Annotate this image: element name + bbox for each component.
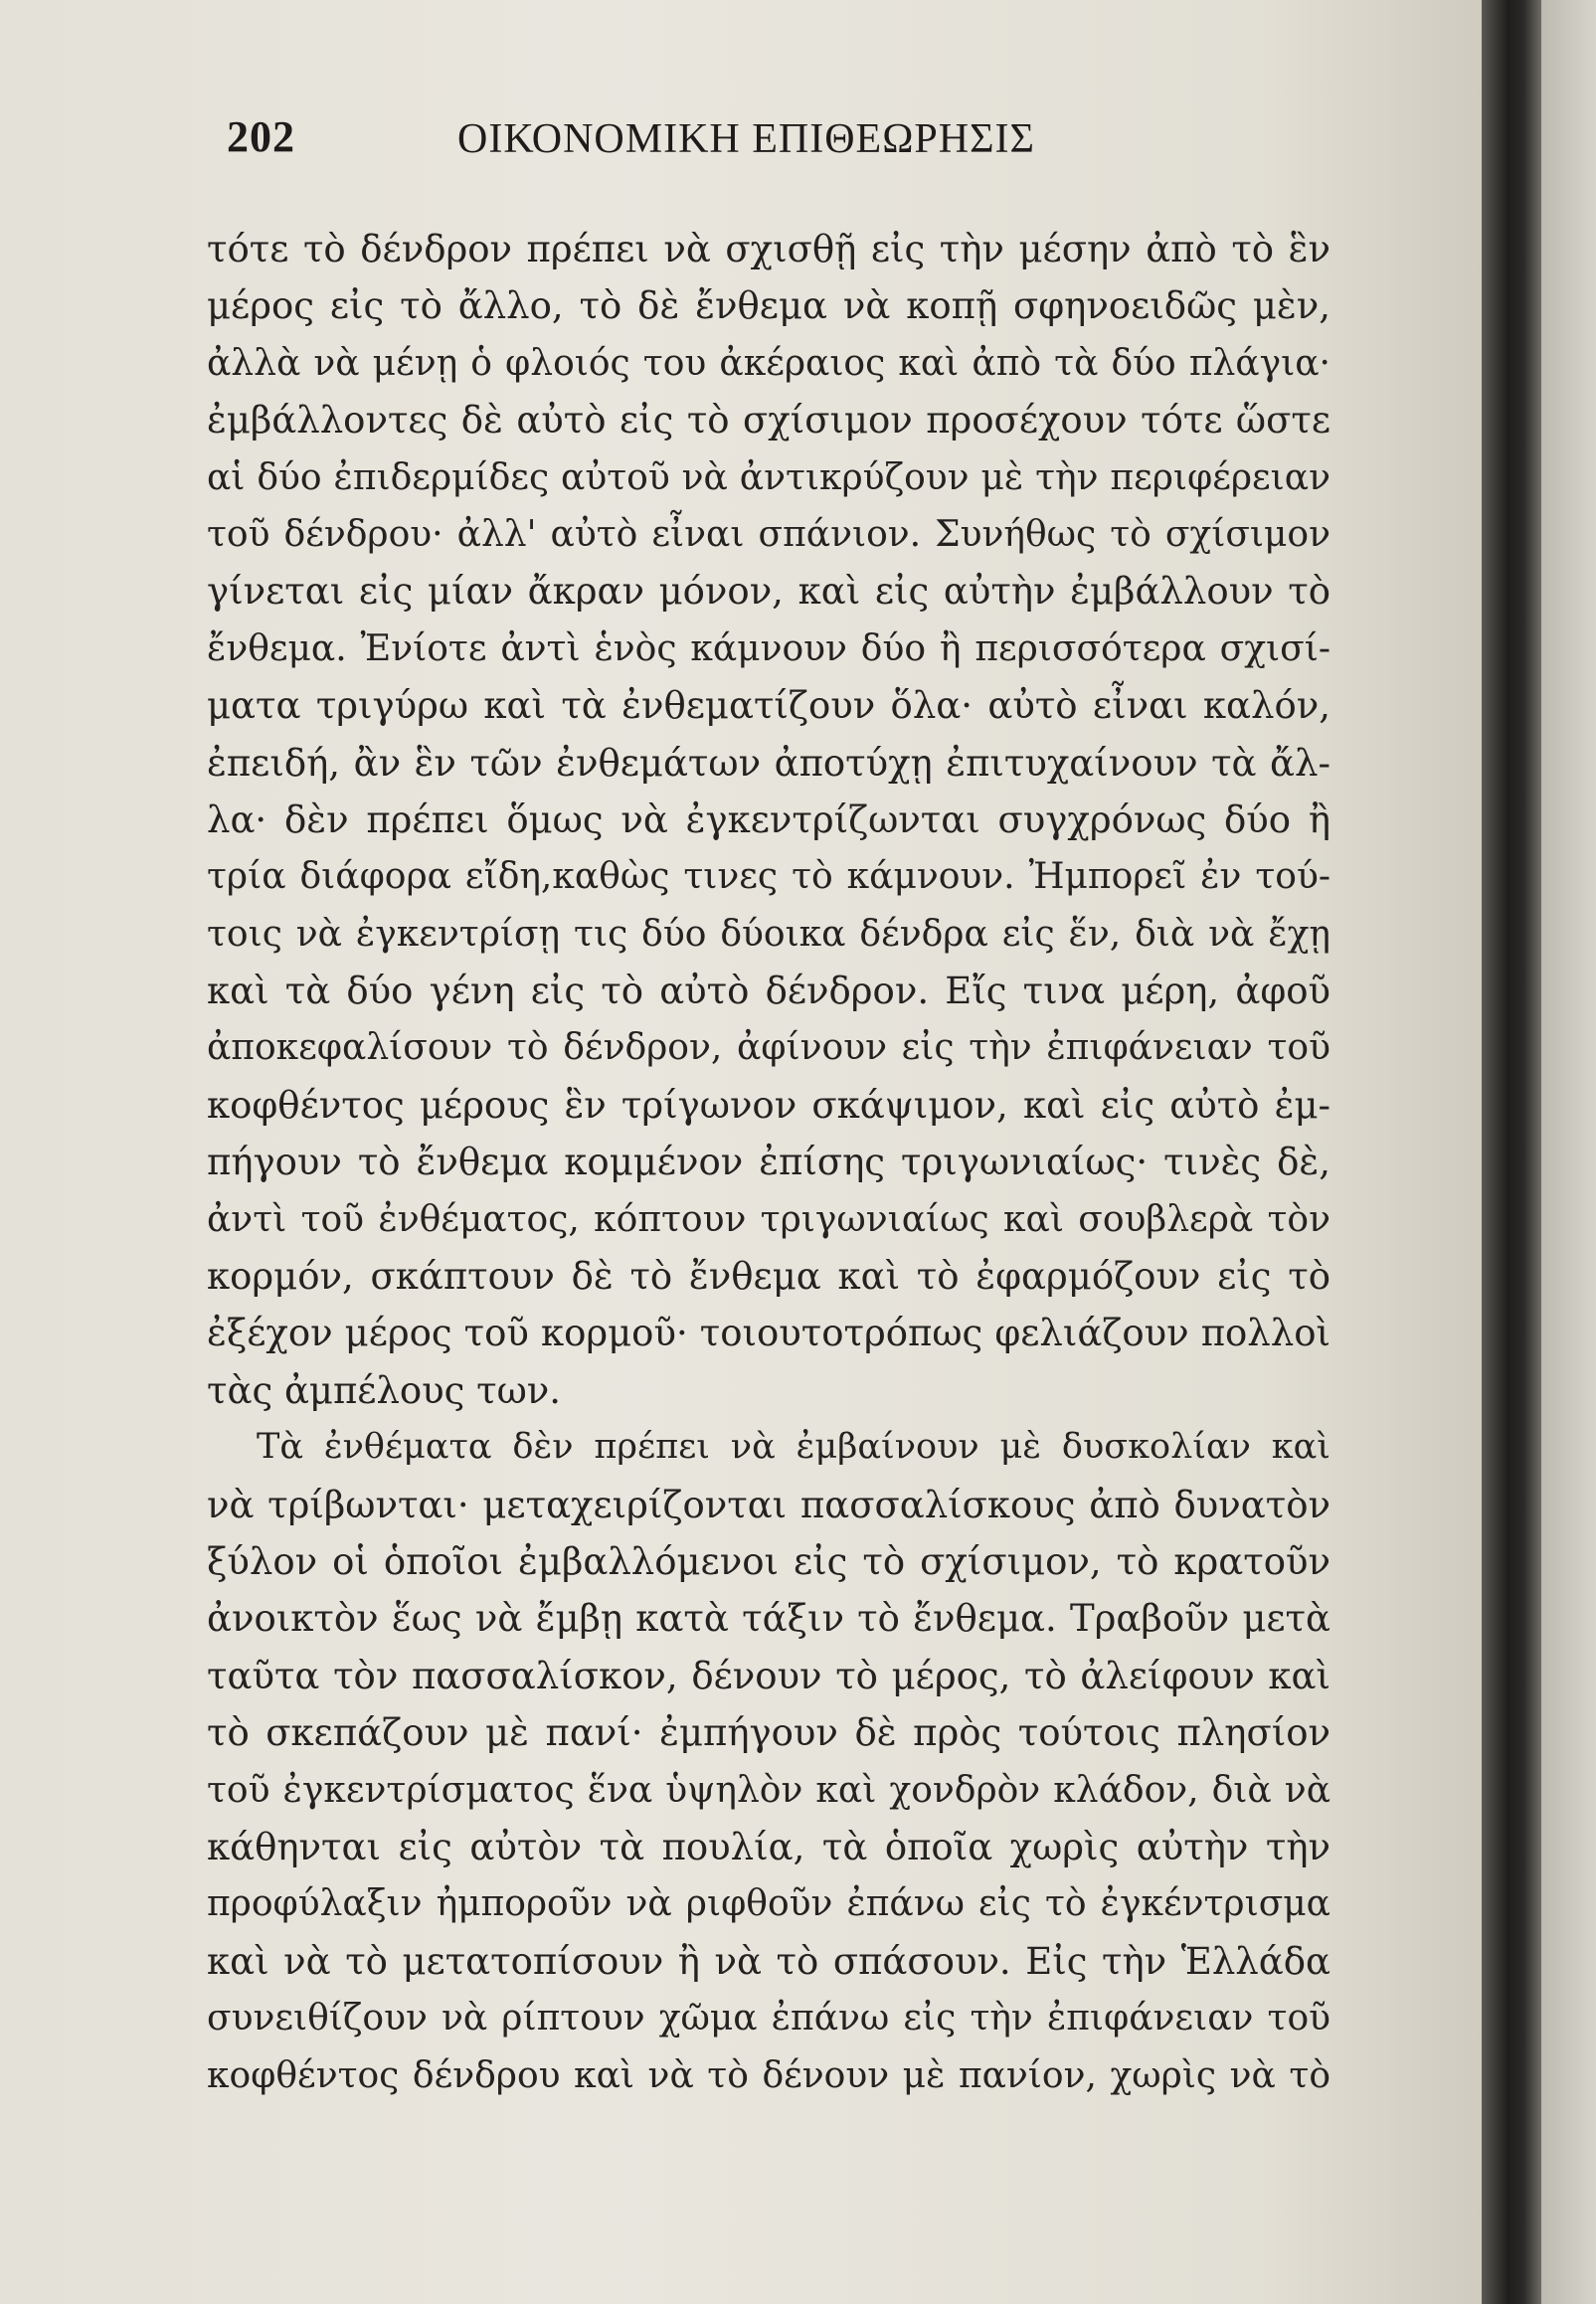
text-line: καὶ νὰ τὸ μετατοπίσουν ἢ νὰ τὸ σπάσουν. Εἰς τὴν Ἑλλάδα — [207, 1939, 1330, 1983]
text-line: πήγουν τὸ ἔνθεμα κομμένον ἐπίσης τριγωνιαίως· τινὲς δὲ, — [207, 1141, 1330, 1184]
text-line: ματα τριγύρω καὶ τὰ ἐνθεματίζουν ὅλα· αὐτὸ εἶναι καλόν, — [207, 684, 1330, 728]
text-line: γίνεται εἰς μίαν ἄκραν μόνον, καὶ εἰς αὐτὴν ἐμβάλλουν τὸ — [207, 570, 1330, 614]
text-line: τὸ σκεπάζουν μὲ πανί· ἐμπήγουν δὲ πρὸς τούτοις πλησίον — [207, 1711, 1330, 1755]
next-page-edge — [1541, 0, 1596, 2304]
page-header — [227, 111, 1321, 171]
text-line: τρία διάφορα εἴδη,καθὼς τινες τὸ κάμνουν. Ἠμπορεῖ ἐν τού- — [207, 856, 1330, 898]
text-line: ξύλον οἱ ὁποῖοι ἐμβαλλόμενοι εἰς τὸ σχίσιμον, τὸ κρατοῦν — [207, 1539, 1330, 1583]
text-line: ἐπειδή, ἂν ἓν τῶν ἐνθεμάτων ἀποτύχῃ ἐπιτυχαίνουν τὰ ἄλ- — [207, 741, 1330, 785]
text-line: καὶ τὰ δύο γένη εἰς τὸ αὐτὸ δένδρον. Εἴς τινα μέρη, ἀφοῦ — [207, 970, 1330, 1013]
text-line: ταῦτα τὸν πασσαλίσκον, δένουν τὸ μέρος, τὸ ἀλείφουν καὶ — [207, 1654, 1330, 1697]
body-text — [207, 221, 1330, 2104]
text-line: ἀποκεφαλίσουν τὸ δένδρον, ἀφίνουν εἰς τὴν ἐπιφάνειαν τοῦ — [207, 1027, 1330, 1069]
paragraph-1 — [207, 221, 1330, 1419]
text-line: τοις νὰ ἐγκεντρίσῃ τις δύο δύοικα δένδρα εἰς ἕν, διὰ νὰ ἔχῃ — [207, 913, 1330, 955]
page-number: 202 — [227, 112, 295, 161]
text-line: νὰ τρίβωνται· μεταχειρίζονται πασσαλίσκους ἀπὸ δυνατὸν — [207, 1483, 1330, 1526]
text-line: τότε τὸ δένδρον πρέπει νὰ σχισθῇ εἰς τὴν μέσην ἀπὸ τὸ ἓν — [207, 228, 1330, 270]
text-line: κορμόν, σκάπτουν δὲ τὸ ἔνθεμα καὶ τὸ ἐφαρμόζουν εἰς τὸ — [207, 1255, 1330, 1299]
text-line: ἀντὶ τοῦ ἐνθέματος, κόπτουν τριγωνιαίως καὶ σουβλερὰ τὸν — [207, 1198, 1330, 1240]
text-line: κοφθέντος δένδρου καὶ νὰ τὸ δένουν μὲ πανίον, χωρὶς νὰ τὸ — [207, 2054, 1330, 2096]
text-line: κοφθέντος μέρους ἓν τρίγωνον σκάψιμον, καὶ εἰς αὐτὸ ἐμ- — [207, 1083, 1330, 1127]
text-line: Τὰ ἐνθέματα δὲν πρέπει νὰ ἐμβαίνουν μὲ δυσκολίαν καὶ — [257, 1427, 1330, 1468]
text-line: μέρος εἰς τὸ ἄλλο, τὸ δὲ ἔνθεμα νὰ κοπῇ σφηνοειδῶς μὲν, — [207, 284, 1330, 328]
text-line: ἔνθεμα. Ἐνίοτε ἀντὶ ἑνὸς κάμνουν δύο ἢ περισσότερα σχισί- — [207, 627, 1330, 669]
text-line: ἐμβάλλοντες δὲ αὐτὸ εἰς τὸ σχίσιμον προσέχουν τότε ὥστε — [207, 399, 1330, 443]
text-line: αἱ δύο ἐπιδερμίδες αὐτοῦ νὰ ἀντικρύζουν μὲ τὴν περιφέρειαν — [207, 456, 1330, 498]
text-line: λα· δὲν πρέπει ὅμως νὰ ἐγκεντρίζωνται συγχρόνως δύο ἢ — [207, 798, 1330, 841]
text-line: ἀλλὰ νὰ μένῃ ὁ φλοιός του ἀκέραιος καὶ ἀπὸ τὰ δύο πλάγια· — [207, 342, 1330, 384]
text-line: προφύλαξιν ἠμποροῦν νὰ ριφθοῦν ἐπάνω εἰς τὸ ἐγκέντρισμα — [207, 1883, 1330, 1925]
text-line: τὰς ἀμπέλους των. — [207, 1368, 562, 1412]
text-line: ἐξέχον μέρος τοῦ κορμοῦ· τοιουτοτρόπως φελιάζουν πολλοὶ — [207, 1312, 1330, 1355]
text-line: κάθηνται εἰς αὐτὸν τὰ πουλία, τὰ ὁποῖα χωρὶς αὐτὴν τὴν — [207, 1825, 1330, 1868]
text-line: τοῦ δένδρου· ἀλλ' αὐτὸ εἶναι σπάνιον. Συνήθως τὸ σχίσιμον — [207, 513, 1330, 555]
text-line: ἀνοικτὸν ἕως νὰ ἔμβῃ κατὰ τάξιν τὸ ἔνθεμα. Τραβοῦν μετὰ — [207, 1597, 1330, 1641]
text-line: συνειθίζουν νὰ ρίπτουν χῶμα ἐπάνω εἰς τὴν ἐπιφάνειαν τοῦ — [207, 1998, 1330, 2039]
paragraph-2 — [207, 1419, 1330, 2104]
running-title: ΟΙΚΟΝΟΜΙΚΗ ΕΠΙΘΕΩΡΗΣΙΣ — [457, 116, 1035, 162]
book-gutter-shadow — [1482, 0, 1541, 2304]
text-line: τοῦ ἐγκεντρίσματος ἕνα ὑψηλὸν καὶ χονδρὸν κλάδον, διὰ νὰ — [207, 1769, 1330, 1811]
